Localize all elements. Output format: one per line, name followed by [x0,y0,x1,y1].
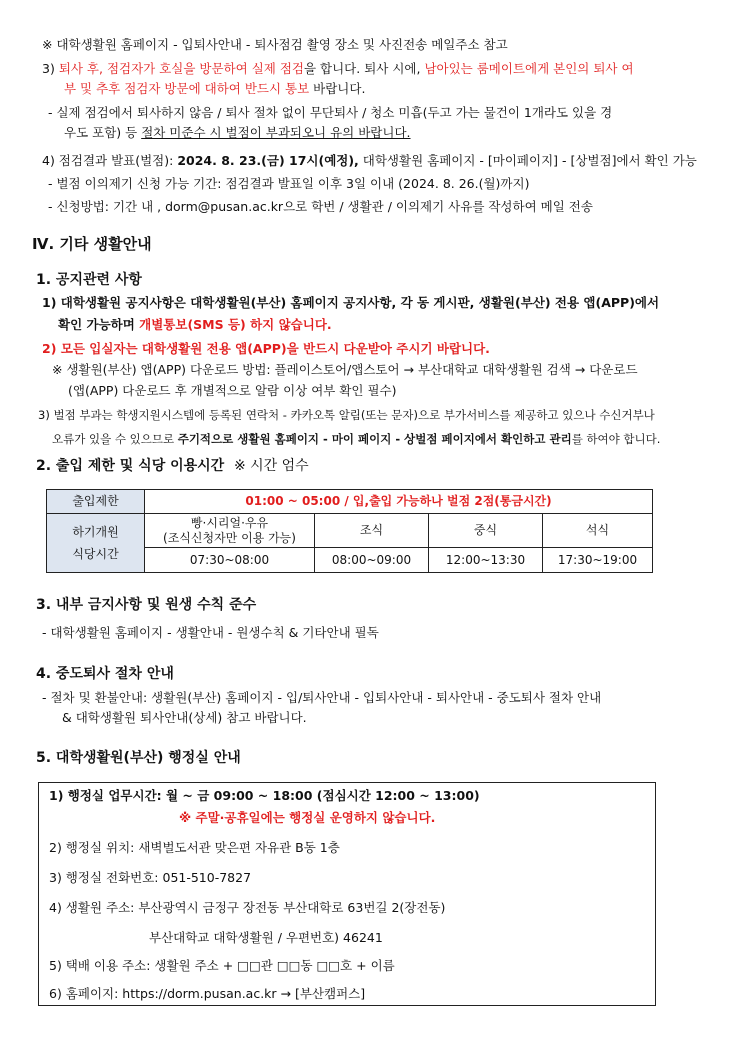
notice-item-1: 1) 대학생활원 공지사항은 대학생활원(부산) 홈페이지 공지사항, 각 동 게시판, 생활원(부산) 전용 앱(APP)에서 [42,295,660,310]
restrict-value: 01:00 ~ 05:00 / 입,출입 가능하나 벌점 2점(통금시간) [145,490,653,514]
notice-item-1-cont: 확인 가능하며 개별통보(SMS 등) 하지 않습니다. [58,317,332,332]
col-header-lunch: 중식 [429,514,543,548]
section-title: Ⅳ. 기타 생활안내 [32,235,152,253]
inspection-item-3: 3) 퇴사 후, 점검자가 호실을 방문하여 실제 점검을 합니다. 퇴사 시에, 남아있는 룸메이트에게 본인의 퇴사 여 [42,61,634,76]
penalty-note: - 실제 점검에서 퇴사하지 않음 / 퇴사 절차 없이 무단퇴사 / 청소 미흡(두고 가는 물건이 1개라도 있을 경 [48,105,613,120]
appeal-method: - 신청방법: 기간 내 , dorm@pusan.ac.kr으로 학번 / 생활관 / 이의제기 사유를 작성하여 메일 전송 [48,199,593,214]
office-heading: 5. 대학생활원(부산) 행정실 안내 [36,750,241,766]
withdraw-text: - 절차 및 환불안내: 생활원(부산) 홈페이지 - 입/퇴사안내 - 입퇴사안내 - 퇴사안내 - 중도퇴사 절차 안내 [42,690,602,705]
office-info-box [38,782,656,1006]
access-heading: 2. 출입 제한 및 식당 이용시간 ※ 시간 엄수 [36,458,309,474]
notice-item-3-cont: 오류가 있을 수 있으므로 주기적으로 생활원 홈페이지 - 마이 페이지 - 상벌점 페이지에서 확인하고 관리를 하여야 합니다. [52,432,661,446]
time-lunch: 12:00~13:30 [429,548,543,573]
inspection-item-3-cont: 부 및 추후 점검자 방문에 대하여 반드시 통보 바랍니다. [64,81,366,96]
office-location: 2) 행정실 위치: 새벽벌도서관 맞은편 자유관 B동 1층 [49,840,340,855]
col-header-breakfast: 조식 [315,514,429,548]
homepage-link[interactable]: 6) 홈페이지: https://dorm.pusan.ac.kr → [부산캠퍼스] [49,986,366,1001]
office-closed-note: ※ 주말·공휴일에는 행정실 운영하지 않습니다. [179,810,436,825]
withdraw-text-cont: & 대학생활원 퇴사안내(상세) 참고 바랍니다. [62,710,307,725]
col-header-bakery: 빵·시리얼·우유 (조식신청자만 이용 가능) [145,514,315,548]
office-phone: 3) 행정실 전화번호: 051-510-7827 [49,870,252,885]
time-dinner: 17:30~19:00 [543,548,653,573]
office-hours: 1) 행정실 업무시간: 월 ~ 금 09:00 ~ 18:00 (점심시간 12:00 ~ 13:00) [49,788,480,803]
app-download-method: ※ 생활원(부산) 앱(APP) 다운로드 방법: 플레이스토어/앱스토어 → 부산대학교 대학생활원 검색 → 다운로드 [52,362,638,377]
schedule-table [46,489,653,573]
time-bakery: 07:30~08:00 [145,548,315,573]
meal-label: 하기개원 식당시간 [47,514,145,573]
rules-heading: 3. 내부 금지사항 및 원생 수칙 준수 [36,597,257,613]
office-address-cont: 부산대학교 대학생활원 / 우편번호) 46241 [149,930,383,945]
notice-item-2: 2) 모든 입실자는 대학생활원 전용 앱(APP)을 반드시 다운받아 주시기 바랍니다. [42,341,490,356]
withdraw-heading: 4. 중도퇴사 절차 안내 [36,666,174,682]
time-breakfast: 08:00~09:00 [315,548,429,573]
notice-item-3: 3) 벌점 부과는 학생지원시스템에 등록된 연락처 - 카카오톡 알림(또는 문자)으로 부가서비스를 제공하고 있으나 수신거부나 [38,408,655,422]
parcel-address: 5) 택배 이용 주소: 생활원 주소 + □□관 □□동 □□호 + 이름 [49,958,395,973]
rules-text: - 대학생활원 홈페이지 - 생활안내 - 원생수칙 & 기타안내 필독 [42,625,379,640]
app-download-note: (앱(APP) 다운로드 후 개별적으로 알람 이상 여부 확인 필수) [68,383,397,398]
penalty-note-cont: 우도 포함) 등 절차 미준수 시 벌점이 부과되오니 유의 바랍니다. [64,125,411,140]
appeal-period: - 벌점 이의제기 신청 가능 기간: 점검결과 발표일 이후 3일 이내 (2024. 8. 26.(월)까지) [48,176,530,191]
office-address: 4) 생활원 주소: 부산광역시 금정구 장전동 부산대학로 63번길 2(장전동) [49,900,446,915]
restrict-label: 출입제한 [47,490,145,514]
homepage-guide-note: ※ 대학생활원 홈페이지 - 입퇴사안내 - 퇴사점검 촬영 장소 및 사진전송 메일주소 참고 [42,37,508,52]
notice-heading: 1. 공지관련 사항 [36,272,142,288]
result-announcement: 4) 점검결과 발표(벌점): 2024. 8. 23.(금) 17시(예정), 대학생활원 홈페이지 - [마이페이지] - [상벌점]에서 확인 가능 [42,153,697,168]
col-header-dinner: 석식 [543,514,653,548]
